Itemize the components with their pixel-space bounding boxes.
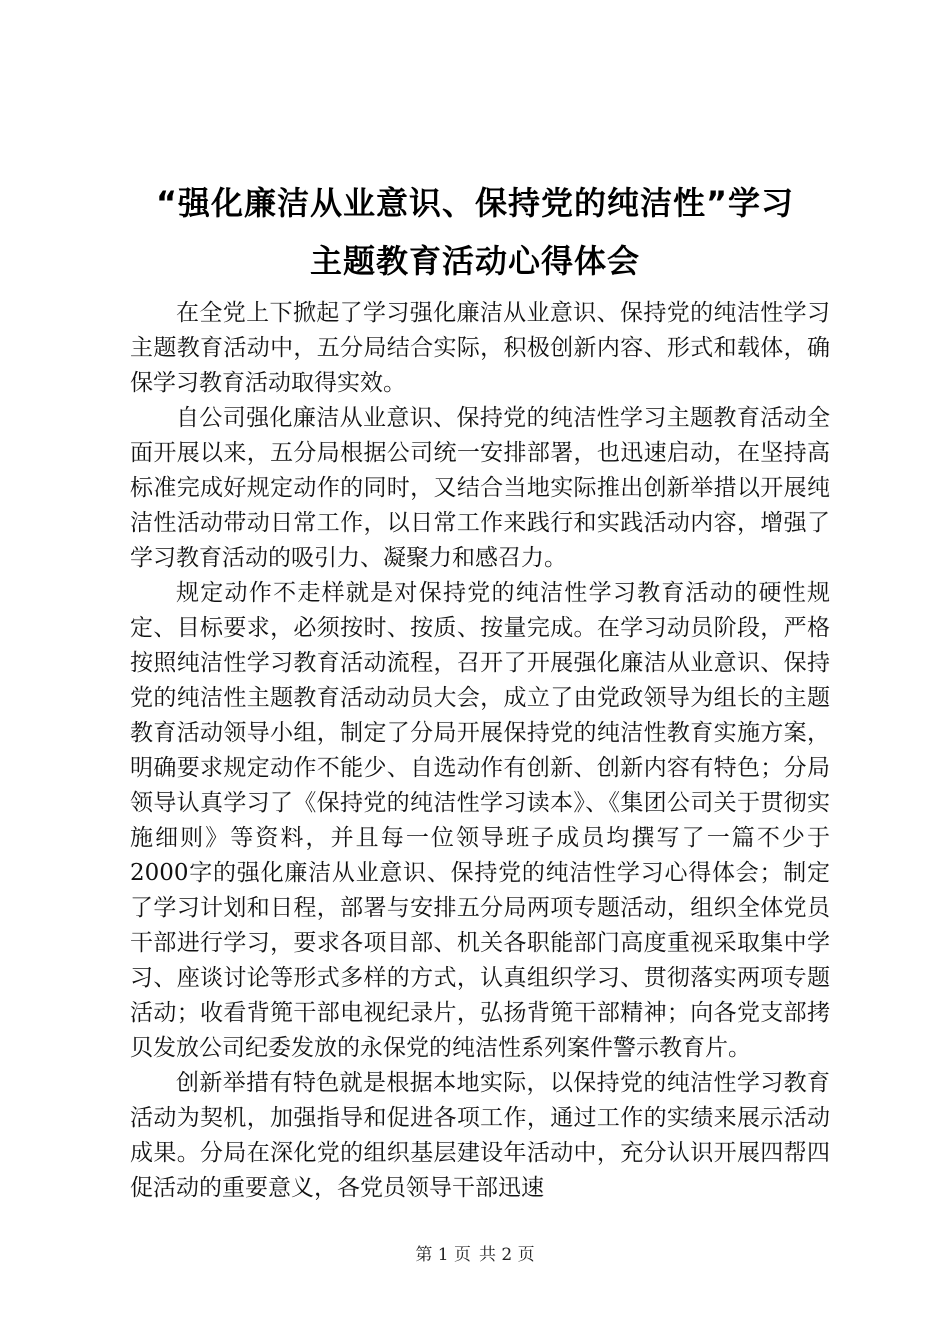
page-total: 共 2 页 xyxy=(479,1245,535,1265)
paragraph-3: 规定动作不走样就是对保持党的纯洁性学习教育活动的硬性规定、目标要求，必须按时、按质、按量完成。在学习动员阶段，严格按照纯洁性学习教育活动流程，召开了开展强化廉洁从业意识、保持党的纯洁性主题教育活动动员大会，成立了由党政领导为组长的主题教育活动领导小组，制定了分局开展保持党的纯洁性教育实施方案，明确要求规定动作不能少、自选动作有创新、创新内容有特色；分局领导认真学习了《保持党的纯洁性学习读本》、《集团公司关于贯彻实施细则》等资料，并且每一位领导班子成员均撰写了一篇不少于2000字的强化廉洁从业意识、保持党的纯洁性学习心得体会；制定了学习计划和日程，部署与安排五分局两项专题活动，组织全体党员干部进行学习，要求各项目部、机关各职能部门高度重视采取集中学习、座谈讨论等形式多样的方式，认真组织学习、贯彻落实两项专题活动；收看背篼干部电视纪录片，弘扬背篼干部精神；向各党支部拷贝发放公司纪委发放的永保党的纯洁性系列案件警示教育片。 xyxy=(130,580,830,1061)
page-footer xyxy=(0,1244,950,1266)
title-line-1: “强化廉洁从业意识、保持党的纯洁性”学习 xyxy=(155,184,795,222)
document-body xyxy=(130,296,830,1206)
title-line-2: 主题教育活动心得体会 xyxy=(309,242,640,280)
paragraph-2: 自公司强化廉洁从业意识、保持党的纯洁性学习主题教育活动全面开展以来，五分局根据公司统一安排部署，也迅速启动，在坚持高标准完成好规定动作的同时，又结合当地实际推出创新举措以开展纯洁性活动带动日常工作，以日常工作来践行和实践活动内容，增强了学习教育活动的吸引力、凝聚力和感召力。 xyxy=(130,405,830,571)
page-number: 第 1 页 xyxy=(415,1245,471,1265)
document-title xyxy=(110,183,840,281)
paragraph-4: 创新举措有特色就是根据本地实际，以保持党的纯洁性学习教育活动为契机，加强指导和促进各项工作，通过工作的实绩来展示活动成果。分局在深化党的组织基层建设年活动中，充分认识开展四帮四促活动的重要意义，各党员领导干部迅速 xyxy=(130,1070,830,1201)
paragraph-1: 在全党上下掀起了学习强化廉洁从业意识、保持党的纯洁性学习主题教育活动中，五分局结合实际，积极创新内容、形式和载体，确保学习教育活动取得实效。 xyxy=(130,300,830,396)
